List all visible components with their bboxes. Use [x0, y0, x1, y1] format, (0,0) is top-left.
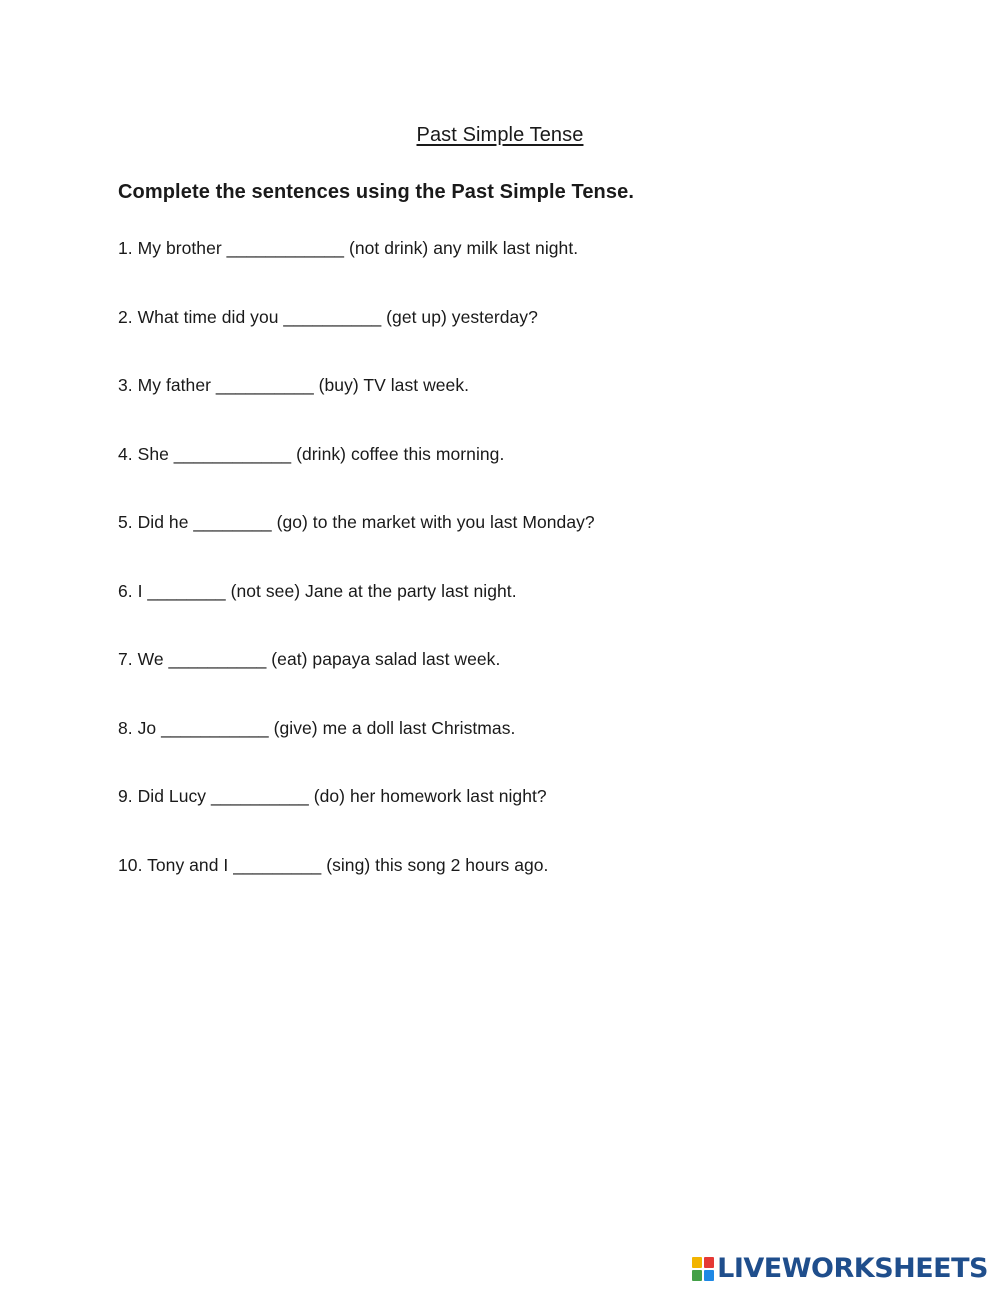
question-6: 6. I ________ (not see) Jane at the party last night.	[118, 581, 517, 601]
liveworksheets-brand	[692, 1254, 988, 1284]
question-2: 2. What time did you __________ (get up) yesterday?	[118, 307, 538, 327]
logo-tile-green	[692, 1270, 702, 1281]
logo-tile-red	[704, 1257, 714, 1268]
question-7: 7. We __________ (eat) papaya salad last week.	[118, 649, 501, 669]
logo-tile-yellow	[692, 1257, 702, 1268]
liveworksheets-logo-icon	[692, 1257, 714, 1281]
instructions: Complete the sentences using the Past Simple Tense.	[118, 181, 634, 203]
question-10: 10. Tony and I _________ (sing) this song 2 hours ago.	[118, 855, 549, 875]
question-9: 9. Did Lucy __________ (do) her homework last night?	[118, 786, 547, 806]
brand-wordmark: LIVEWORKSHEETS	[717, 1253, 988, 1284]
question-3: 3. My father __________ (buy) TV last week.	[118, 375, 470, 395]
logo-tile-blue	[704, 1270, 714, 1281]
question-8: 8. Jo ___________ (give) me a doll last Christmas.	[118, 718, 516, 738]
question-5: 5. Did he ________ (go) to the market with you last Monday?	[118, 512, 595, 532]
page-title: Past Simple Tense	[416, 124, 584, 146]
question-1: 1. My brother ____________ (not drink) any milk last night.	[118, 238, 579, 258]
question-4: 4. She ____________ (drink) coffee this morning.	[118, 444, 505, 464]
